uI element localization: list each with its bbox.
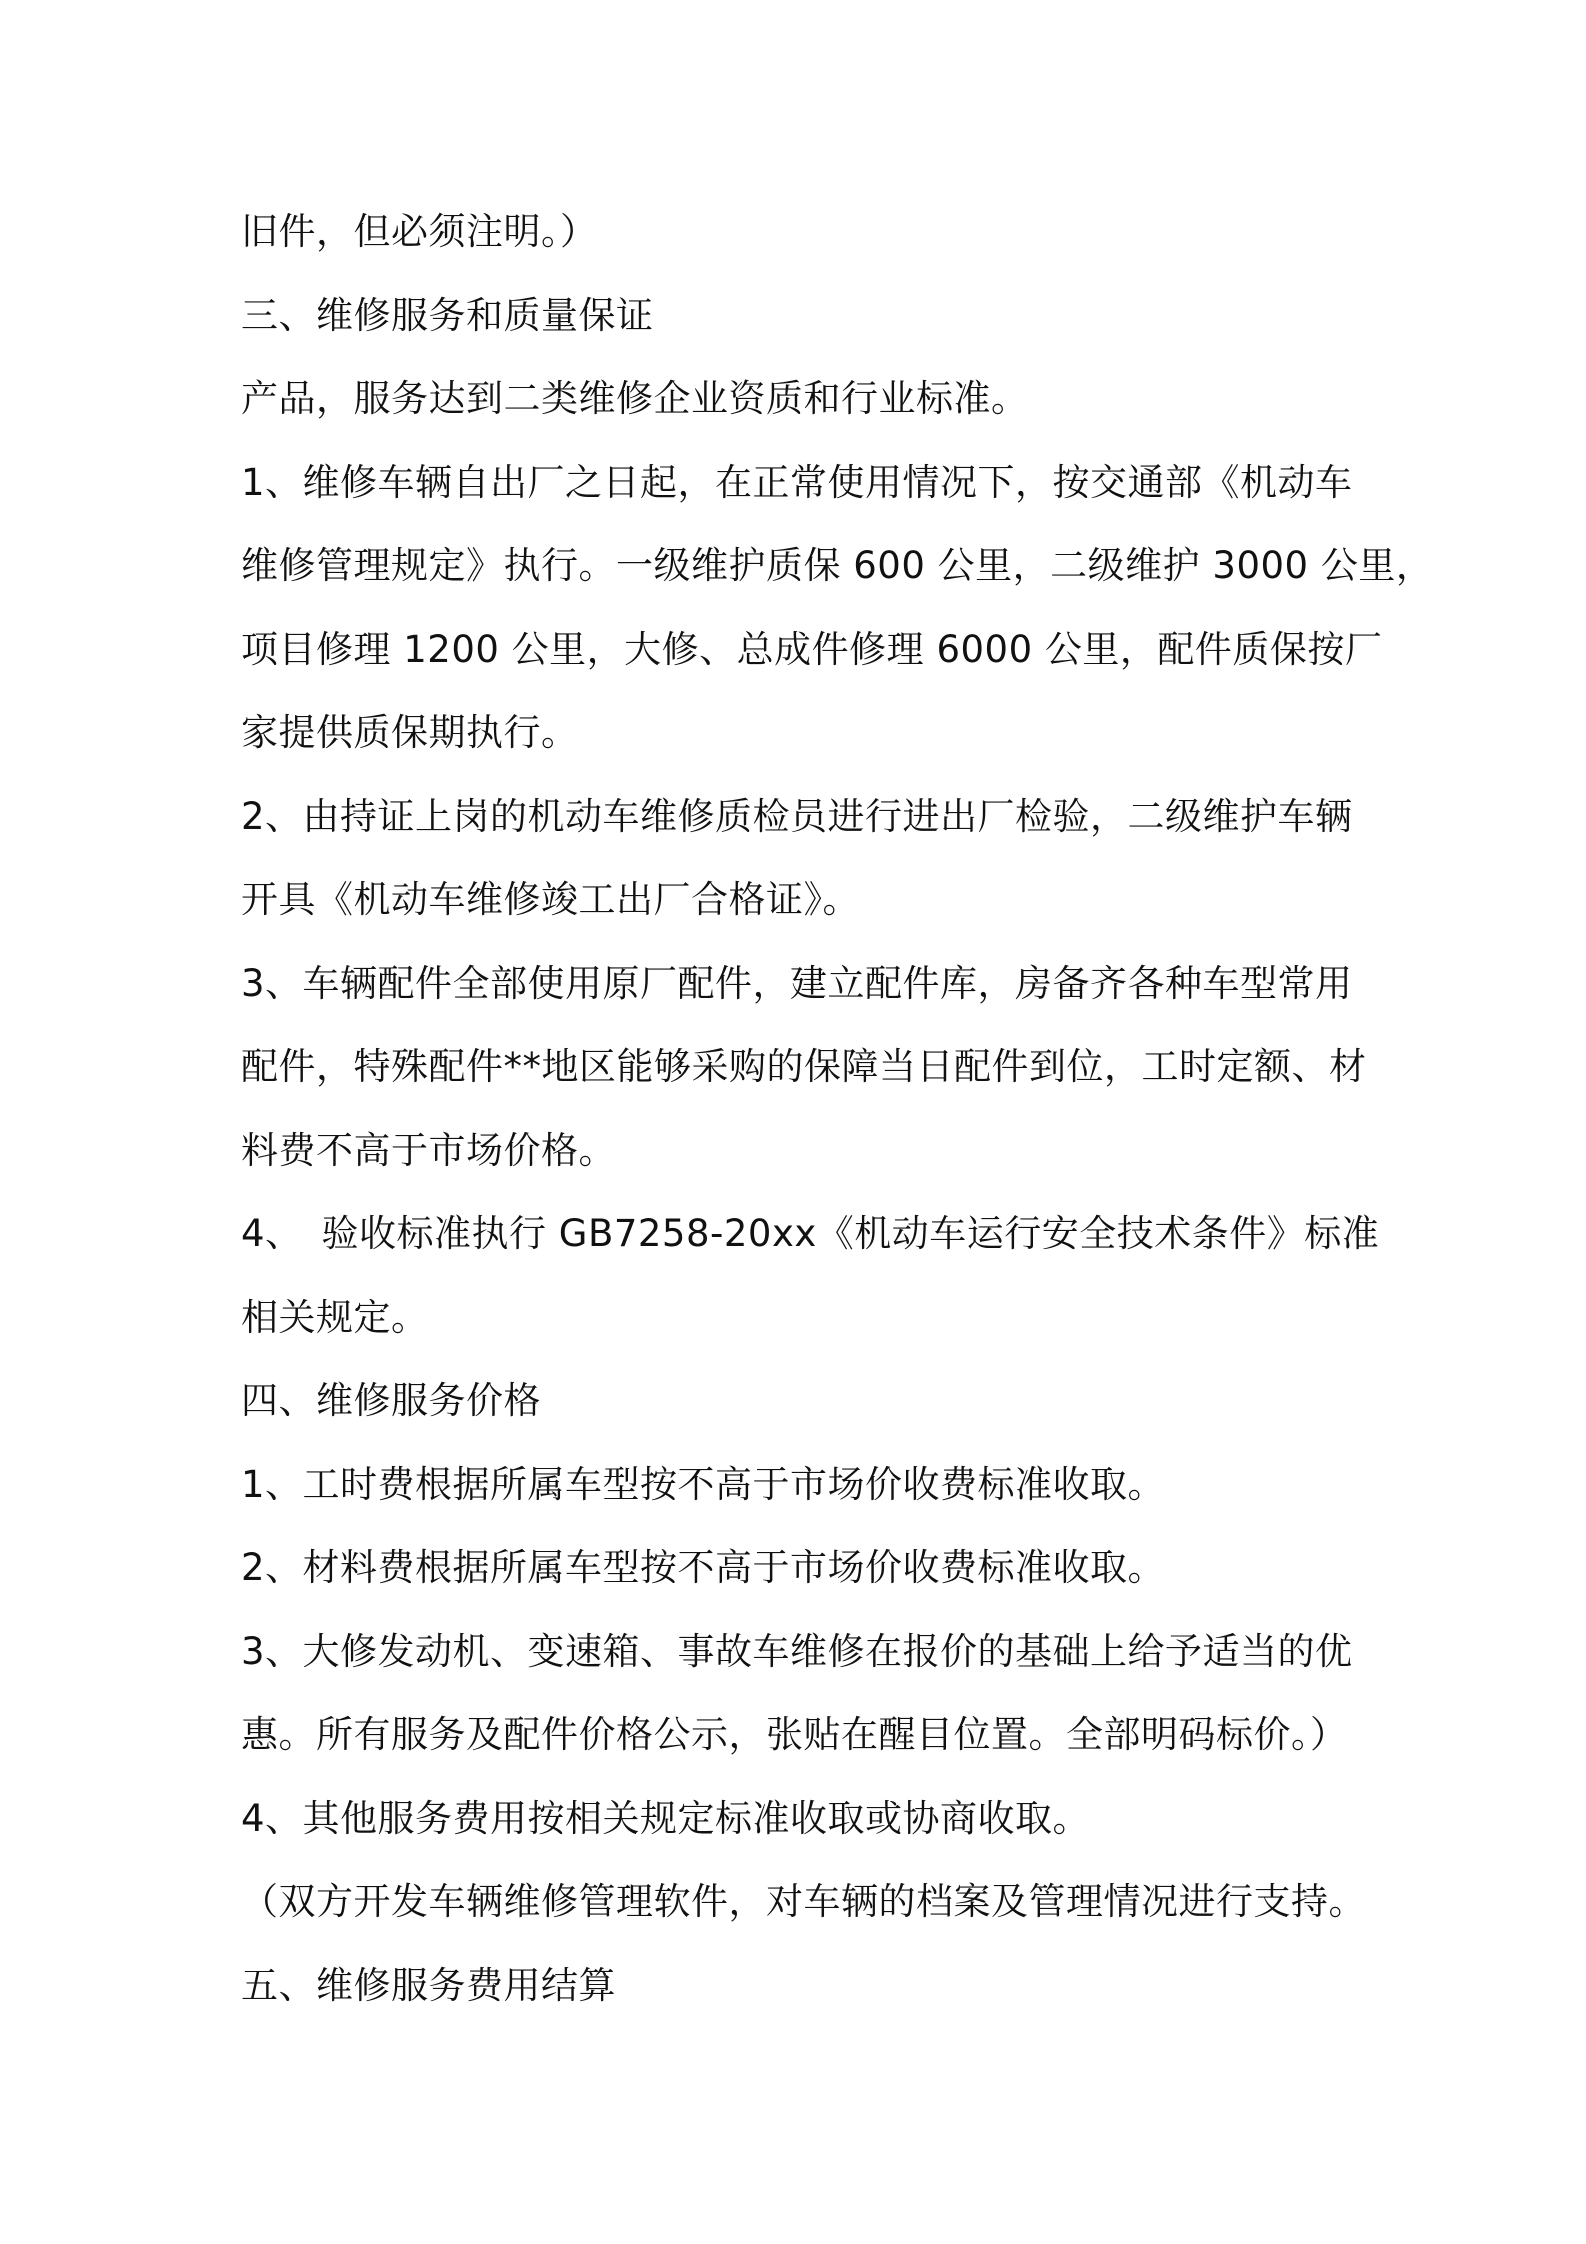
text-line: 开具《机动车维修竣工出厂合格证》。 — [241, 878, 860, 921]
text-line: 家提供质保期执行。 — [241, 711, 579, 754]
section-heading: 四、维修服务价格 — [241, 1379, 541, 1422]
text-line: 1、工时费根据所属车型按不高于市场价收费标准收取。 — [241, 1462, 1166, 1506]
text-line: 3、车辆配件全部使用原厂配件，建立配件库，房备齐各种车型常用 — [241, 961, 1353, 1005]
text-line: 惠。所有服务及配件价格公示，张贴在醒目位置。全部明码标价。） — [241, 1713, 1348, 1756]
text-line: 相关规定。 — [241, 1295, 429, 1339]
text-line: 4、 验收标准执行 GB7258-20xx《机动车运行安全技术条件》标准 — [241, 1212, 1380, 1255]
text-line: （双方开发车辆维修管理软件，对车辆的档案及管理情况进行支持。 — [241, 1880, 1366, 1923]
text-line: 2、由持证上岗的机动车维修质检员进行进出厂检验，二级维护车辆 — [241, 794, 1353, 838]
text-line: 旧件，但必须注明。） — [241, 210, 598, 253]
section-heading: 三、维修服务和质量保证 — [241, 293, 654, 337]
text-line: 料费不高于市场价格。 — [241, 1128, 616, 1172]
text-line: 3、大修发动机、变速箱、事故车维修在报价的基础上给予适当的优 — [241, 1629, 1353, 1673]
text-line: 2、材料费根据所属车型按不高于市场价收费标准收取。 — [241, 1546, 1166, 1589]
text-line: 4、其他服务费用按相关规定标准收取或协商收取。 — [241, 1796, 1091, 1840]
text-line: 1、维修车辆自出厂之日起，在正常使用情况下，按交通部《机动车 — [241, 460, 1353, 504]
text-line: 产品，服务达到二类维修企业资质和行业标准。 — [241, 377, 1029, 420]
text-line: 配件，特殊配件**地区能够采购的保障当日配件到位，工时定额、材 — [241, 1045, 1367, 1088]
document-body — [241, 190, 1434, 2027]
text-line: 项目修理 1200 公里，大修、总成件修理 6000 公里，配件质保按厂 — [241, 627, 1383, 671]
section-heading: 五、维修服务费用结算 — [241, 1963, 616, 2007]
text-line: 维修管理规定》执行。一级维护质保 600 公里，二级维护 3000 公里， — [241, 544, 1434, 587]
